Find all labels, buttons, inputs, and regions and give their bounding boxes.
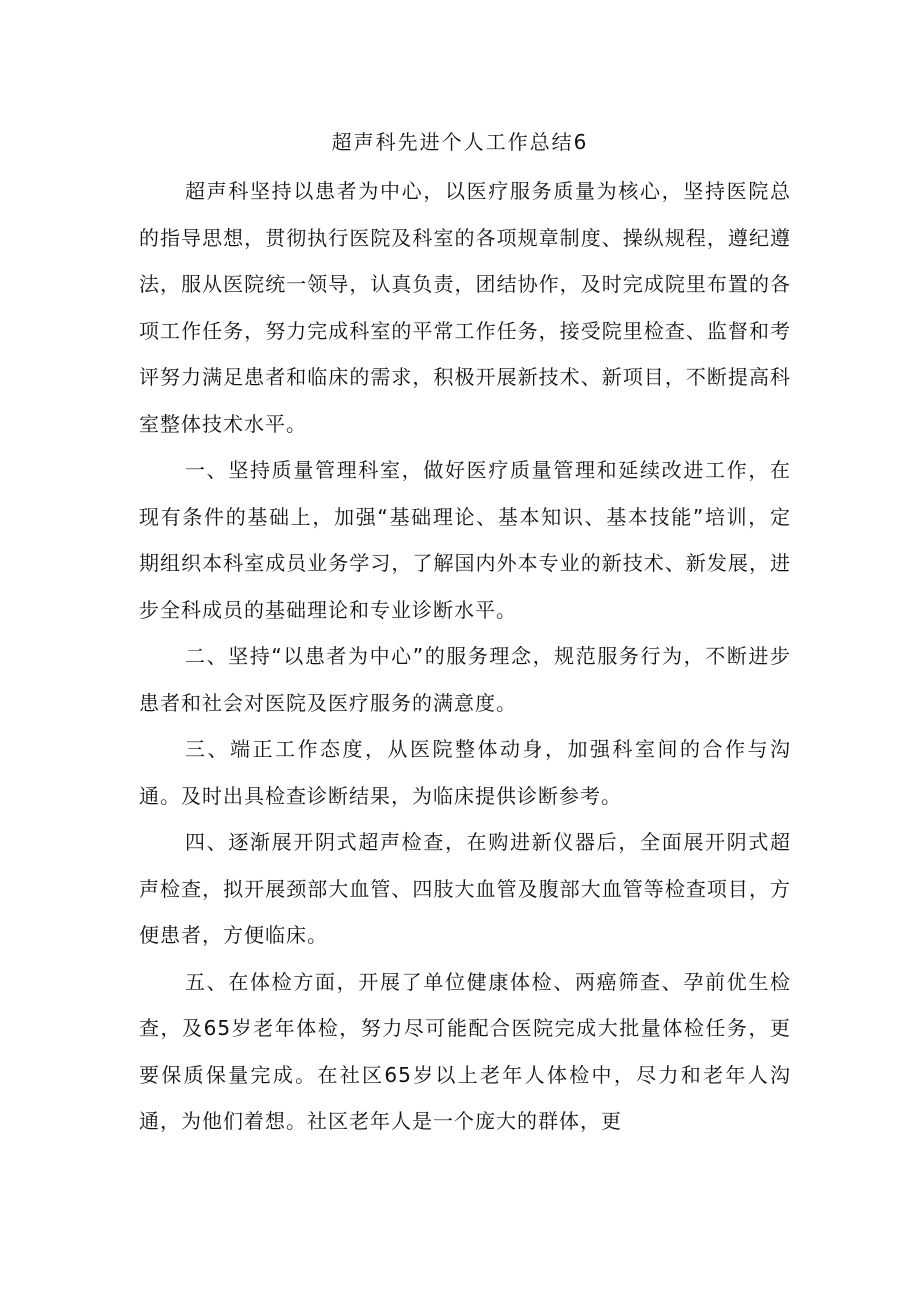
paragraph-intro: 超声科坚持以患者为中心，以医疗服务质量为核心，坚持医院总的指导思想，贯彻执行医院及科室的各项规章制度、操纵规程，遵纪遵法，服从医院统一领导，认真负责，团结协作，及时完成院里布置的各项工作任务，努力完成科室的平常工作任务，接受院里检查、监督和考评努力满足患者和临床的需求，积极开展新技术、新项目，不断提高科室整体技术水平。 — [139, 179, 791, 436]
paragraph-2-service-concept: 二、坚持“以患者为中心”的服务理念，规范服务行为，不断进步患者和社会对医院及医疗服务的满意度。 — [139, 644, 791, 715]
paragraph-1-quality-management: 一、坚持质量管理科室，做好医疗质量管理和延续改进工作，在现有条件的基础上，加强“基础理论、基本知识、基本技能”培训，定期组织本科室成员业务学习，了解国内外本专业的新技术、新发展，进步全科成员的基础理论和专业诊断水平。 — [139, 458, 791, 622]
document-body — [139, 168, 791, 1145]
paragraph-5-physical-exam: 五、在体检方面，开展了单位健康体检、两癌筛查、孕前优生检查，及65岁老年体检，努力尽可能配合医院完成大批量体检任务，更要保质保量完成。在社区65岁以上老年人体检中，尽力和老年人沟通，为他们着想。社区老年人是一个庞大的群体，更 — [139, 969, 791, 1133]
paragraph-4-ultrasound-exam: 四、逐渐展开阴式超声检查，在购进新仪器后，全面展开阴式超声检查，拟开展颈部大血管、四肢大血管及腹部大血管等检查项目，方便患者，方便临床。 — [139, 830, 791, 947]
document-title: 超声科先进个人工作总结6 — [331, 130, 589, 154]
paragraph-3-work-attitude: 三、端正工作态度，从医院整体动身，加强科室间的合作与沟通。及时出具检查诊断结果，为临床提供诊断参考。 — [139, 737, 791, 808]
